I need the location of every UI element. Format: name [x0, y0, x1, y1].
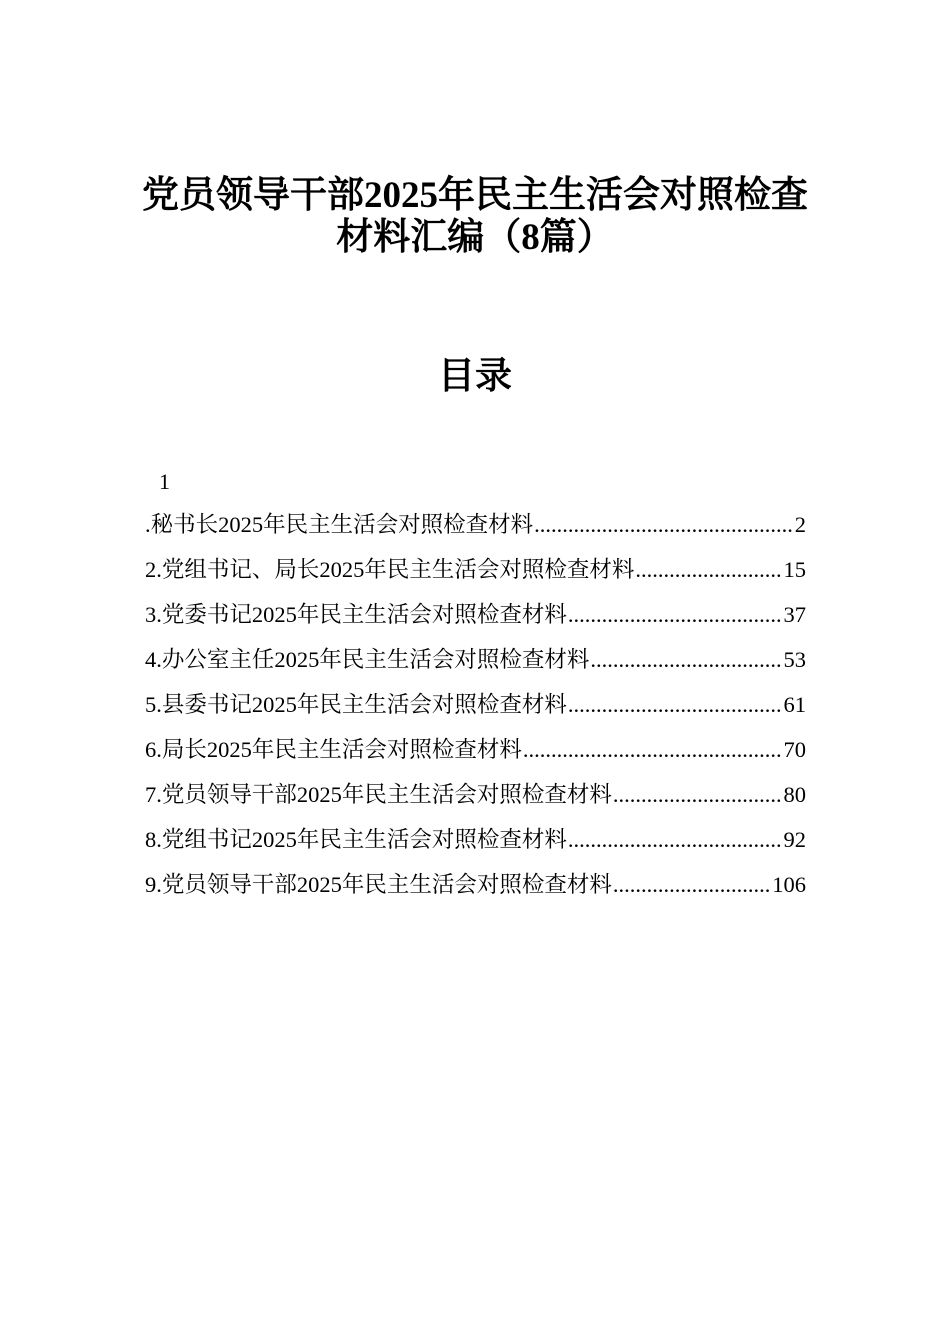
toc-page-number: 61: [783, 692, 806, 717]
toc-entry-number: 1: [159, 469, 170, 494]
toc-page-number: 106: [772, 872, 806, 897]
toc-page-number: 15: [783, 557, 806, 582]
toc-entry[interactable]: [145, 870, 806, 915]
toc-page-number: 37: [783, 602, 806, 627]
toc-entry-title: 5.县委书记2025年民主生活会对照检查材料: [145, 692, 567, 717]
toc-entry-title: 8.党组书记2025年民主生活会对照检查材料: [145, 827, 567, 852]
toc-entry-title: 9.党员领导干部2025年民主生活会对照检查材料: [145, 872, 612, 897]
toc-entry-title: 7.党员领导干部2025年民主生活会对照检查材料: [145, 782, 612, 807]
toc-entry-title: 2.党组书记、局长2025年民主生活会对照检查材料: [145, 557, 635, 582]
toc-page-number: 53: [783, 647, 806, 672]
document-title-line-2: 材料汇编（8篇）: [336, 217, 614, 258]
toc-entry[interactable]: [145, 735, 806, 780]
toc-dot-leader: [568, 690, 783, 720]
toc-dot-leader: [568, 600, 783, 630]
toc-page-number: 92: [783, 827, 806, 852]
toc-entry-title: 6.局长2025年民主生活会对照检查材料: [145, 737, 522, 762]
toc-entry[interactable]: [145, 780, 806, 825]
toc-dot-leader: [568, 825, 783, 855]
toc-dot-leader: [613, 870, 771, 900]
toc-entry-title: .秘书长2025年民主生活会对照检查材料: [145, 512, 534, 537]
toc-dot-leader: [590, 645, 782, 675]
toc-entry-title: 4.办公室主任2025年民主生活会对照检查材料: [145, 647, 590, 672]
toc-dot-leader: [534, 510, 794, 540]
table-of-contents: [145, 510, 806, 915]
toc-entry[interactable]: [145, 645, 806, 690]
toc-page-number: 2: [794, 512, 806, 537]
toc-heading: 目录: [438, 356, 512, 397]
toc-entry[interactable]: [145, 825, 806, 870]
toc-entry[interactable]: [145, 510, 806, 555]
toc-dot-leader: [613, 780, 783, 810]
toc-page-number: 80: [783, 782, 806, 807]
toc-entry-title: 3.党委书记2025年民主生活会对照检查材料: [145, 602, 567, 627]
toc-entry[interactable]: [145, 555, 806, 600]
toc-entry[interactable]: [145, 600, 806, 645]
toc-entry[interactable]: [145, 690, 806, 735]
toc-page-number: 70: [783, 737, 806, 762]
toc-dot-leader: [523, 735, 783, 765]
toc-dot-leader: [635, 555, 782, 585]
document-title-line-1: 党员领导干部2025年民主生活会对照检查: [142, 175, 808, 216]
